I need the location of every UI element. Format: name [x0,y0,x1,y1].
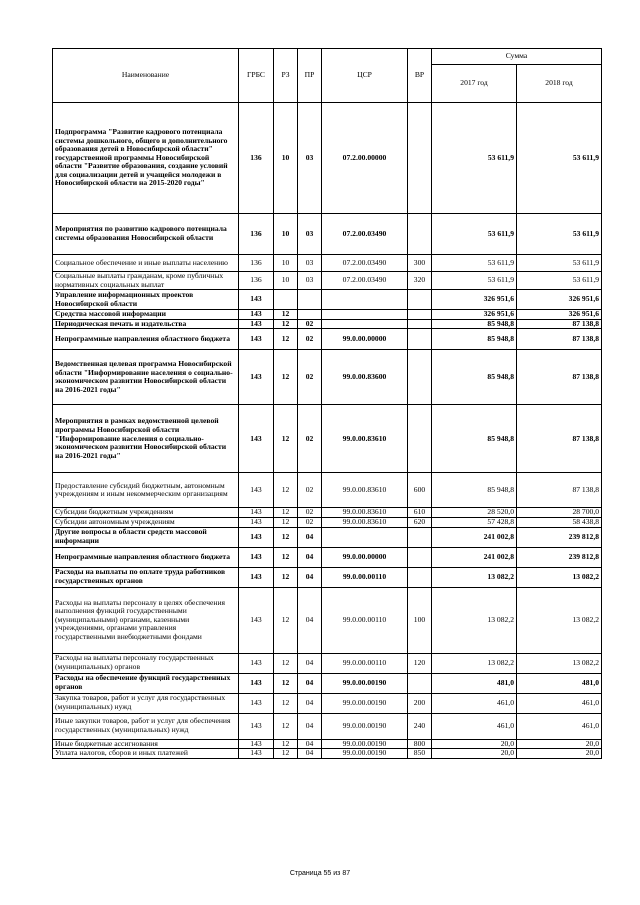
cell-sum-2017: 13 082,2 [432,567,517,587]
cell-sum-2018: 481,0 [517,673,602,693]
table-row [53,214,602,255]
cell-sum-2018: 53 611,9 [517,103,602,214]
cell-grbs: 143 [239,527,274,547]
cell-grbs: 143 [239,405,274,473]
cell-rz: 12 [274,527,298,547]
cell-grbs: 143 [239,739,274,749]
cell-name: Расходы на обеспечение функций государственных органов [53,673,239,693]
cell-csr: 99.0.00.00000 [322,547,408,567]
cell-sum-2018: 239 812,8 [517,547,602,567]
cell-sum-2018: 87 138,8 [517,405,602,473]
cell-sum-2017: 85 948,8 [432,319,517,329]
budget-table [52,48,602,759]
cell-grbs: 143 [239,319,274,329]
cell-vr [408,103,432,214]
cell-vr [408,405,432,473]
cell-csr [322,290,408,310]
cell-grbs: 143 [239,547,274,567]
table-row [53,290,602,310]
header-sum: Сумма [432,49,602,65]
cell-grbs: 143 [239,517,274,527]
cell-grbs: 143 [239,673,274,693]
cell-grbs: 143 [239,653,274,673]
cell-name: Мероприятия по развитию кадрового потенциала системы образования Новосибирской области [53,214,239,255]
cell-csr: 99.0.00.83610 [322,405,408,473]
table-row [53,527,602,547]
cell-sum-2017: 57 428,8 [432,517,517,527]
cell-rz: 12 [274,739,298,749]
cell-csr [322,527,408,547]
cell-name: Непрограммные направления областного бюджета [53,547,239,567]
cell-csr: 99.0.00.00110 [322,567,408,587]
header-year-2018: 2018 год [517,65,602,103]
table-row [53,473,602,508]
cell-rz: 12 [274,567,298,587]
cell-pr [298,310,322,320]
cell-name: Субсидии автономным учреждениям [53,517,239,527]
table-row [53,319,602,329]
cell-vr [408,567,432,587]
cell-sum-2018: 58 438,8 [517,517,602,527]
table-row [53,653,602,673]
table-row [53,255,602,272]
cell-grbs: 143 [239,693,274,713]
cell-name: Подпрограмма "Развитие кадрового потенциала системы дошкольного, общего и дополнительного образования детей в Новосибирской области" государственной программы Новосибирской области "Развитие образования, создание условий для социализации детей и учащейся молодежи в Новосибирской области на 2015-2020 годы" [53,103,239,214]
table-row [53,350,602,405]
cell-sum-2018: 87 138,8 [517,473,602,508]
cell-csr: 99.0.00.83600 [322,350,408,405]
cell-csr: 99.0.00.00000 [322,329,408,350]
table-row [53,517,602,527]
cell-rz: 10 [274,272,298,290]
table-row [53,272,602,290]
cell-rz: 12 [274,405,298,473]
cell-csr: 99.0.00.83610 [322,508,408,518]
cell-pr: 04 [298,673,322,693]
cell-sum-2018: 13 082,2 [517,567,602,587]
header-vr: ВР [408,49,432,103]
cell-csr [322,310,408,320]
cell-sum-2017: 241 002,8 [432,527,517,547]
cell-vr [408,329,432,350]
cell-grbs: 143 [239,310,274,320]
cell-pr: 02 [298,350,322,405]
cell-name: Периодическая печать и издательства [53,319,239,329]
cell-sum-2018: 87 138,8 [517,319,602,329]
table-row [53,329,602,350]
cell-csr: 07.2.00.00000 [322,103,408,214]
cell-csr: 99.0.00.83610 [322,517,408,527]
table-row [53,103,602,214]
cell-pr: 02 [298,405,322,473]
cell-name: Закупка товаров, работ и услуг для государственных (муниципальных) нужд [53,693,239,713]
cell-pr: 03 [298,214,322,255]
cell-rz: 12 [274,329,298,350]
cell-sum-2018: 20,0 [517,749,602,759]
cell-pr: 03 [298,255,322,272]
cell-vr [408,547,432,567]
cell-sum-2018: 461,0 [517,713,602,739]
cell-grbs: 143 [239,713,274,739]
header-year-2017: 2017 год [432,65,517,103]
cell-grbs: 143 [239,329,274,350]
table-row [53,547,602,567]
cell-csr: 99.0.00.00190 [322,749,408,759]
cell-rz: 12 [274,673,298,693]
cell-vr: 300 [408,255,432,272]
cell-csr: 99.0.00.00110 [322,587,408,653]
cell-name: Предоставление субсидий бюджетным, автономным учреждениям и иным некоммерческим организациям [53,473,239,508]
cell-sum-2018: 87 138,8 [517,329,602,350]
table-row [53,508,602,518]
cell-name: Расходы на выплаты персоналу в целях обеспечения выполнения функций государственными (муниципальными) органами, казенными учреждениями, органами управления государственными внебюджетными фондами [53,587,239,653]
cell-sum-2017: 461,0 [432,693,517,713]
cell-name: Иные бюджетные ассигнования [53,739,239,749]
cell-grbs: 136 [239,103,274,214]
cell-name: Расходы на выплаты по оплате труда работников государственных органов [53,567,239,587]
cell-rz: 12 [274,693,298,713]
table-row [53,587,602,653]
cell-sum-2017: 85 948,8 [432,350,517,405]
cell-vr: 620 [408,517,432,527]
table-row [53,713,602,739]
cell-grbs: 136 [239,272,274,290]
table-row [53,567,602,587]
header-rz: РЗ [274,49,298,103]
cell-sum-2017: 20,0 [432,749,517,759]
header-pr: ПР [298,49,322,103]
cell-grbs: 143 [239,290,274,310]
cell-vr [408,290,432,310]
cell-rz: 12 [274,587,298,653]
cell-grbs: 143 [239,749,274,759]
cell-sum-2018: 87 138,8 [517,350,602,405]
cell-pr: 04 [298,713,322,739]
cell-vr [408,527,432,547]
cell-pr: 03 [298,103,322,214]
table-row [53,405,602,473]
cell-sum-2018: 326 951,6 [517,310,602,320]
cell-csr: 07.2.00.03490 [322,214,408,255]
cell-rz: 12 [274,653,298,673]
cell-sum-2017: 85 948,8 [432,329,517,350]
cell-sum-2017: 241 002,8 [432,547,517,567]
cell-name: Мероприятия в рамках ведомственной целевой программы Новосибирской области "Информирование населения о социально-экономическом развитии Новосибирской области на 2016-2021 годы" [53,405,239,473]
cell-name: Иные закупки товаров, работ и услуг для обеспечения государственных (муниципальных) нужд [53,713,239,739]
cell-csr: 99.0.00.00190 [322,673,408,693]
cell-vr: 600 [408,473,432,508]
cell-csr: 99.0.00.83610 [322,473,408,508]
cell-pr: 04 [298,567,322,587]
cell-rz: 12 [274,310,298,320]
cell-csr: 99.0.00.00190 [322,713,408,739]
cell-rz: 12 [274,350,298,405]
cell-sum-2017: 326 951,6 [432,290,517,310]
cell-vr: 100 [408,587,432,653]
cell-pr: 02 [298,508,322,518]
header-csr: ЦСР [322,49,408,103]
cell-vr: 850 [408,749,432,759]
cell-grbs: 143 [239,587,274,653]
cell-csr: 99.0.00.00110 [322,653,408,673]
cell-sum-2018: 53 611,9 [517,214,602,255]
cell-pr: 04 [298,547,322,567]
cell-rz: 10 [274,214,298,255]
cell-rz [274,290,298,310]
cell-name: Социальное обеспечение и иные выплаты населению [53,255,239,272]
cell-sum-2017: 326 951,6 [432,310,517,320]
cell-rz: 12 [274,547,298,567]
cell-pr: 03 [298,272,322,290]
cell-name: Управление информационных проектов Новосибирской области [53,290,239,310]
cell-pr: 04 [298,749,322,759]
cell-csr: 99.0.00.00190 [322,693,408,713]
cell-sum-2018: 326 951,6 [517,290,602,310]
table-row [53,673,602,693]
cell-grbs: 136 [239,255,274,272]
cell-vr: 320 [408,272,432,290]
table-row [53,749,602,759]
cell-name: Расходы на выплаты персоналу государственных (муниципальных) органов [53,653,239,673]
cell-vr: 800 [408,739,432,749]
cell-rz: 12 [274,473,298,508]
cell-pr: 04 [298,739,322,749]
cell-sum-2017: 85 948,8 [432,473,517,508]
cell-name: Социальные выплаты гражданам, кроме публичных нормативных социальных выплат [53,272,239,290]
cell-sum-2017: 481,0 [432,673,517,693]
cell-vr [408,319,432,329]
cell-grbs: 143 [239,567,274,587]
cell-name: Ведомственная целевая программа Новосибирской области "Информирование населения о социально-экономическом развитии Новосибирской области на 2016-2021 годы" [53,350,239,405]
cell-vr [408,214,432,255]
cell-vr: 240 [408,713,432,739]
cell-rz: 12 [274,508,298,518]
cell-pr: 02 [298,329,322,350]
cell-sum-2017: 461,0 [432,713,517,739]
header-grbs: ГРБС [239,49,274,103]
cell-rz: 10 [274,103,298,214]
cell-rz: 12 [274,713,298,739]
cell-vr: 200 [408,693,432,713]
cell-sum-2018: 28 700,0 [517,508,602,518]
table-body [53,103,602,759]
cell-sum-2017: 53 611,9 [432,255,517,272]
cell-name: Другие вопросы в области средств массовой информации [53,527,239,547]
cell-csr: 99.0.00.00190 [322,739,408,749]
cell-grbs: 143 [239,350,274,405]
cell-csr [322,319,408,329]
cell-sum-2018: 13 082,2 [517,653,602,673]
cell-pr: 02 [298,473,322,508]
cell-sum-2018: 461,0 [517,693,602,713]
cell-sum-2018: 20,0 [517,739,602,749]
cell-name: Средства массовой информации [53,310,239,320]
cell-sum-2018: 239 812,8 [517,527,602,547]
cell-vr: 610 [408,508,432,518]
cell-rz: 10 [274,255,298,272]
cell-csr: 07.2.00.03490 [322,255,408,272]
cell-sum-2017: 20,0 [432,739,517,749]
table-row [53,310,602,320]
cell-sum-2018: 53 611,9 [517,255,602,272]
cell-sum-2017: 28 520,0 [432,508,517,518]
cell-name: Субсидии бюджетным учреждениям [53,508,239,518]
cell-rz: 12 [274,749,298,759]
cell-sum-2017: 53 611,9 [432,272,517,290]
cell-sum-2017: 85 948,8 [432,405,517,473]
cell-pr: 04 [298,527,322,547]
cell-name: Уплата налогов, сборов и иных платежей [53,749,239,759]
cell-sum-2017: 53 611,9 [432,214,517,255]
table-row [53,739,602,749]
cell-pr [298,290,322,310]
cell-pr: 04 [298,693,322,713]
cell-sum-2018: 13 082,2 [517,587,602,653]
cell-name: Непрограммные направления областного бюджета [53,329,239,350]
cell-sum-2017: 53 611,9 [432,103,517,214]
cell-rz: 12 [274,517,298,527]
cell-vr [408,673,432,693]
cell-vr [408,350,432,405]
cell-sum-2017: 13 082,2 [432,587,517,653]
table-row [53,693,602,713]
cell-csr: 07.2.00.03490 [322,272,408,290]
cell-grbs: 143 [239,508,274,518]
cell-pr: 02 [298,517,322,527]
cell-vr [408,310,432,320]
cell-rz: 12 [274,319,298,329]
cell-vr: 120 [408,653,432,673]
cell-sum-2018: 53 611,9 [517,272,602,290]
page-number: Страница 55 из 87 [289,870,351,877]
cell-grbs: 136 [239,214,274,255]
cell-sum-2017: 13 082,2 [432,653,517,673]
cell-pr: 04 [298,653,322,673]
header-name: Наименование [53,49,239,103]
cell-pr: 04 [298,587,322,653]
cell-grbs: 143 [239,473,274,508]
cell-pr: 02 [298,319,322,329]
